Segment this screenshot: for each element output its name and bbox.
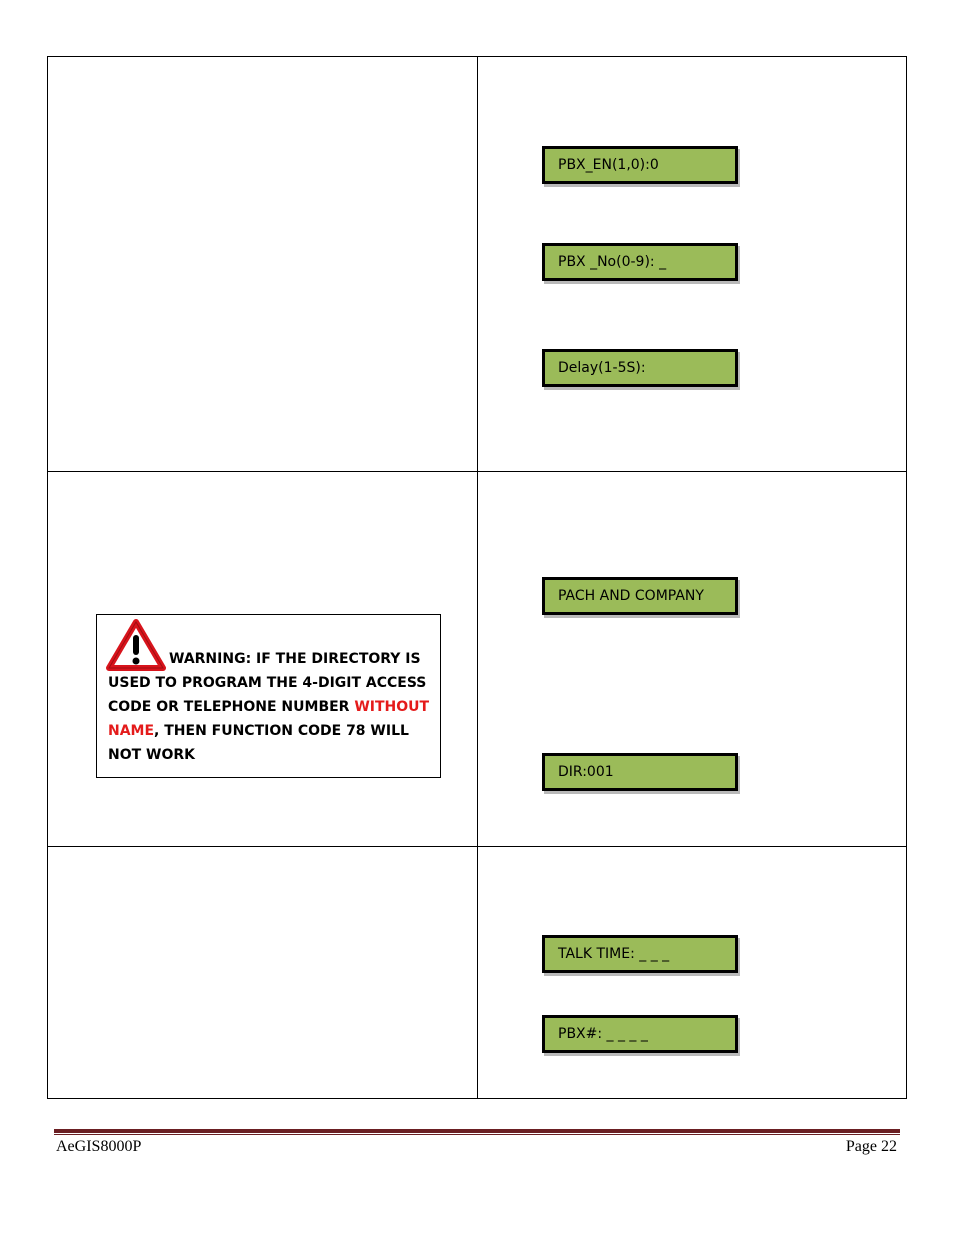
footer-page-number: Page 22 (845, 1138, 897, 1155)
lcd-delay: Delay(1-5S): (542, 349, 738, 387)
lcd-directory: DIR:001 (542, 753, 738, 791)
warning-box (96, 614, 441, 778)
column-divider (477, 57, 478, 1098)
footer-rule-thin (54, 1134, 900, 1135)
lcd-pbx-number: PBX _No(0-9): _ (542, 243, 738, 281)
lcd-pbx-enable: PBX_EN(1,0):0 (542, 146, 738, 184)
warning-text-part2: , THEN FUNCTION CODE 78 WILL NOT WORK (108, 723, 409, 763)
programming-table (47, 56, 907, 1099)
warning-text-part1: WARNING: IF THE DIRECTORY IS USED TO PROGRAM THE 4-DIGIT ACCESS CODE OR TELEPHONE NUMBER (108, 651, 427, 715)
warning-triangle-icon (106, 619, 166, 671)
warning-highlight: WITHOUT NAME (108, 699, 430, 739)
lcd-company-name: PACH AND COMPANY (542, 577, 738, 615)
lcd-talk-time: TALK TIME: _ _ _ (542, 935, 738, 973)
lcd-pbx-hash: PBX#: _ _ _ _ (542, 1015, 738, 1053)
footer-product: AeGIS8000P (56, 1138, 142, 1155)
footer-rule (54, 1129, 900, 1133)
